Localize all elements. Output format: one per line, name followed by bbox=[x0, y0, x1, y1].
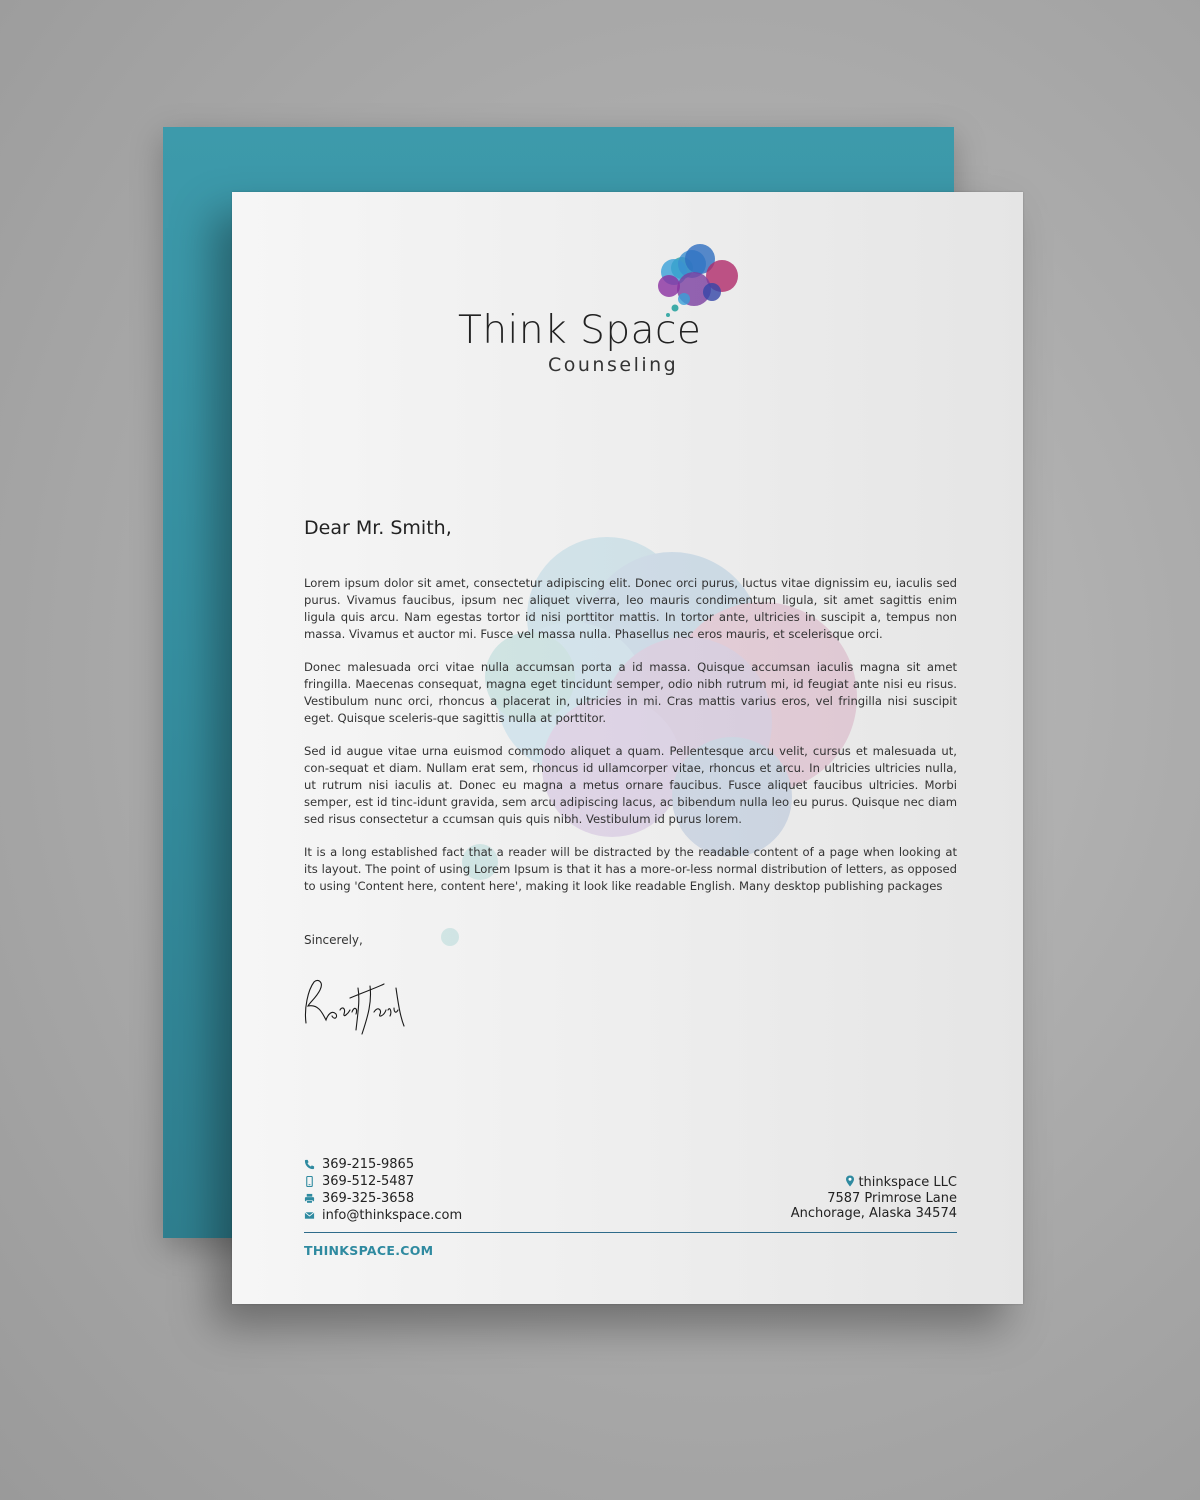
website-link[interactable]: THINKSPACE.COM bbox=[304, 1243, 434, 1258]
letter-paragraph: Lorem ipsum dolor sit amet, consectetur adipiscing elit. Donec orci purus, luctus vitae dignissim eu, iaculis sed purus. Vivamus faucibus, ipsum nec aliquet viverra, leo mauris condimentum ligula, sit amet sagittis enim ligula quis arcu. Nam egestas tortor id nisi porttitor mattis. In tortor ante, ultricies in suscipit a, tempus non massa. Vivamus et auctor mi. Fusce vel massa nulla. Phasellus nec eros mauris, et scelerisque orci. bbox=[304, 576, 957, 641]
contact-phone bbox=[304, 1156, 462, 1173]
letter-body bbox=[304, 575, 957, 912]
contact-fax-value: 369-325-3658 bbox=[322, 1191, 415, 1206]
letter-paragraph: It is a long established fact that a reader will be distracted by the readable content of a page when looking at its layout. The point of using Lorem Ipsum is that it has a more-or-less normal distribution of letters, as opposed to using 'Content here, content here', making it look like readable English. Many desktop publishing packages bbox=[304, 845, 957, 894]
address-company-line bbox=[791, 1175, 957, 1191]
contact-email bbox=[304, 1207, 462, 1224]
contact-mobile bbox=[304, 1173, 462, 1190]
logo-title: Think Space bbox=[458, 308, 702, 353]
letter-salutation: Dear Mr. Smith, bbox=[304, 517, 452, 539]
letterhead-page bbox=[232, 192, 1023, 1304]
contact-fax bbox=[304, 1190, 462, 1207]
letter-paragraph: Donec malesuada orci vitae nulla accumsan porta a id massa. Quisque accumsan iaculis magna sit amet fringilla. Maecenas consequat, magna eget tincidunt semper, odio nibh rutrum mi, id feugiat ante nisi eu risus. Vestibulum nunc orci, rhoncus a placerat in, ultricies in mi. Cras mattis varius eros, vel fringilla nisi suscipit eget. Quisque sceleris-que sagittis nulla at porttitor. bbox=[304, 660, 957, 725]
address-street: 7587 Primrose Lane bbox=[827, 1190, 957, 1206]
contact-mobile-value: 369-512-5487 bbox=[322, 1174, 415, 1189]
email-icon bbox=[304, 1210, 315, 1221]
letter-paragraph: Sed id augue vitae urna euismod commodo aliquet a quam. Pellentesque arcu velit, cursus et malesuada ut, con-sequat et diam. Nullam erat sem, rhoncus id ullamcorper vitae, rhoncus et arcu. In ultricies ultricies nulla, ut rutrum nisi iaculis at. Donec eu magna a metus ornare faucibus. Fusce aliquet faucibus ultricies. Morbi semper, est id tinc-idunt gravida, sem arcu adipiscing lacus, ac bibendum nulla leo eu purus. Quisque nec diam sed risus consectetur a ccumsan quis quis nibh. Vestibulum id purus lorem. bbox=[304, 744, 957, 826]
handwritten-signature bbox=[300, 968, 410, 1038]
letter-closing: Sincerely, bbox=[304, 933, 363, 947]
contact-list bbox=[304, 1156, 462, 1224]
logo-tagline: Counseling bbox=[548, 354, 679, 376]
address-city: Anchorage, Alaska 34574 bbox=[790, 1206, 957, 1221]
company-address bbox=[791, 1175, 957, 1222]
location-pin-icon bbox=[845, 1175, 855, 1187]
fax-icon bbox=[304, 1193, 315, 1204]
think-space-logo bbox=[452, 242, 782, 392]
phone-icon bbox=[304, 1159, 315, 1170]
contact-phone-value: 369-215-9865 bbox=[322, 1157, 415, 1172]
contact-email-value: info@thinkspace.com bbox=[322, 1208, 463, 1223]
address-company: thinkspace LLC bbox=[858, 1175, 957, 1190]
mobile-icon bbox=[304, 1176, 315, 1187]
footer-divider bbox=[304, 1232, 957, 1233]
